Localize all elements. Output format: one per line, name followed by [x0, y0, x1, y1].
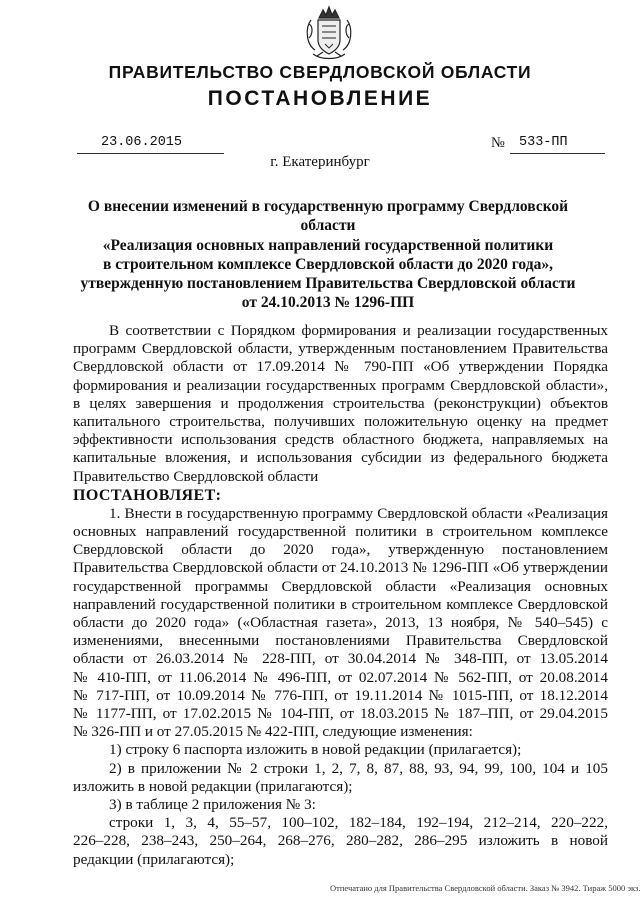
- preamble-line: Правительство Свердловской области: [73, 467, 319, 485]
- subitem-1: 1) строку 6 паспорта изложить в новой редакции (прилагается);: [109, 741, 522, 759]
- preamble-line: капитальные вложения, и использования субсидии из федерального бюджета: [73, 449, 608, 467]
- rows-line: 226–228, 238–243, 250–264, 268–276, 280–282, 286–295 изложить в новой: [73, 832, 608, 850]
- item-1-line: области до 2020 года» («Областная газета», 2013, 13 ноября, № 540–545) с: [73, 614, 608, 632]
- rows-line: строки 1, 3, 4, 55–57, 100–102, 182–184, 192–194, 212–214, 220–222,: [109, 814, 608, 832]
- document-number: 533-ПП: [519, 135, 568, 150]
- item-1-line: области от 26.03.2014 № 228-ПП, от 30.04.2014 № 348-ПП, от 13.05.2014: [73, 650, 608, 668]
- subitem-2-line: изложить в новой редакции (прилагаются);: [73, 777, 353, 795]
- preamble-line: программ Свердловской области, утвержденным постановлением Правительства: [73, 340, 608, 358]
- coat-of-arms-emblem: [303, 4, 355, 62]
- item-1-line: изменениями, внесенными постановлениями Правительства Свердловской: [73, 632, 608, 650]
- preamble-line: эффективности использования средств областного бюджета, направляемых на: [73, 431, 608, 449]
- document-body: [73, 322, 608, 869]
- preamble-line: В соответствии с Порядком формирования и реализации государственных: [109, 322, 608, 339]
- title-line: О внесении изменений в государственную программу Свердловской области: [87, 198, 569, 235]
- title-line: утвержденную постановлением Правительства Свердловской области: [80, 275, 576, 293]
- title-line: в строительном комплексе Свердловской области до 2020 года»,: [103, 255, 553, 273]
- item-1-line: № 717-ПП, от 10.09.2014 № 776-ПП, от 19.11.2014 № 1015-ПП, от 18.12.2014: [73, 686, 608, 704]
- subitem-2: [73, 760, 608, 796]
- rows-line: редакции (прилагаются);: [73, 850, 235, 868]
- item-1-line: № 326-ПП и от 27.05.2015 № 422-ПП, следующие изменения:: [73, 723, 473, 741]
- decree-word: ПОСТАНОВЛЯЕТ:: [73, 486, 222, 504]
- item-1-line: Свердловской области до 2020 года», утвержденную постановлением: [73, 541, 608, 559]
- preamble-line: капитального строительства, получивших положительную оценку на предмет: [73, 413, 608, 431]
- item-1-line: 1. Внести в государственную программу Свердловской области «Реализация: [109, 504, 608, 522]
- item-1-line: № 410-ПП, от 11.06.2014 № 496-ПП, от 02.07.2014 № 562-ПП, от 20.08.2014: [73, 668, 608, 686]
- item-1-line: основных направлений государственной политики в строительном комплексе: [73, 523, 608, 541]
- preamble-paragraph: [73, 322, 608, 486]
- document-date: 23.06.2015: [101, 135, 183, 150]
- item-1-paragraph: [73, 505, 608, 742]
- print-footer: Отпечатано для Правительства Свердловской области. Заказ № 3942. Тираж 5000 экз.: [330, 883, 640, 893]
- subitem-3: 3) в таблице 2 приложения № 3:: [109, 796, 316, 814]
- item-1-line: направлений государственной политики в строительном комплексе Свердловской: [73, 595, 608, 613]
- preamble-line: формирования и реализации государственных программ Свердловской области»,: [73, 376, 608, 394]
- organization-name: ПРАВИТЕЛЬСТВО СВЕРДЛОВСКОЙ ОБЛАСТИ: [108, 62, 532, 82]
- title-line: «Реализация основных направлений государственной политики: [102, 236, 554, 254]
- document-title: [62, 197, 594, 313]
- preamble-line: Свердловской области от 17.09.2014 № 790-ПП «Об утверждении Порядка: [73, 358, 608, 376]
- title-line: от 24.10.2013 № 1296-ПП: [241, 294, 415, 312]
- rows-paragraph: [73, 814, 608, 869]
- preamble-line: в целях завершения и продолжения строительства (реконструкции) объектов: [73, 394, 608, 412]
- document-type: ПОСТАНОВЛЕНИЕ: [207, 87, 433, 110]
- item-1-line: № 1177-ПП, от 17.02.2015 № 104-ПП, от 18.03.2015 № 187–ПП, от 29.04.2015: [73, 705, 608, 723]
- number-sign: №: [491, 135, 505, 151]
- city: г. Екатеринбург: [270, 154, 370, 170]
- item-1-line: Правительства Свердловской области от 24.10.2013 № 1296-ПП «Об утверждении: [73, 559, 608, 577]
- item-1-line: государственной программы Свердловской области «Реализация основных: [73, 577, 608, 595]
- subitem-2-line: 2) в приложении № 2 строки 1, 2, 7, 8, 87, 88, 93, 94, 99, 100, 104 и 105: [109, 759, 608, 777]
